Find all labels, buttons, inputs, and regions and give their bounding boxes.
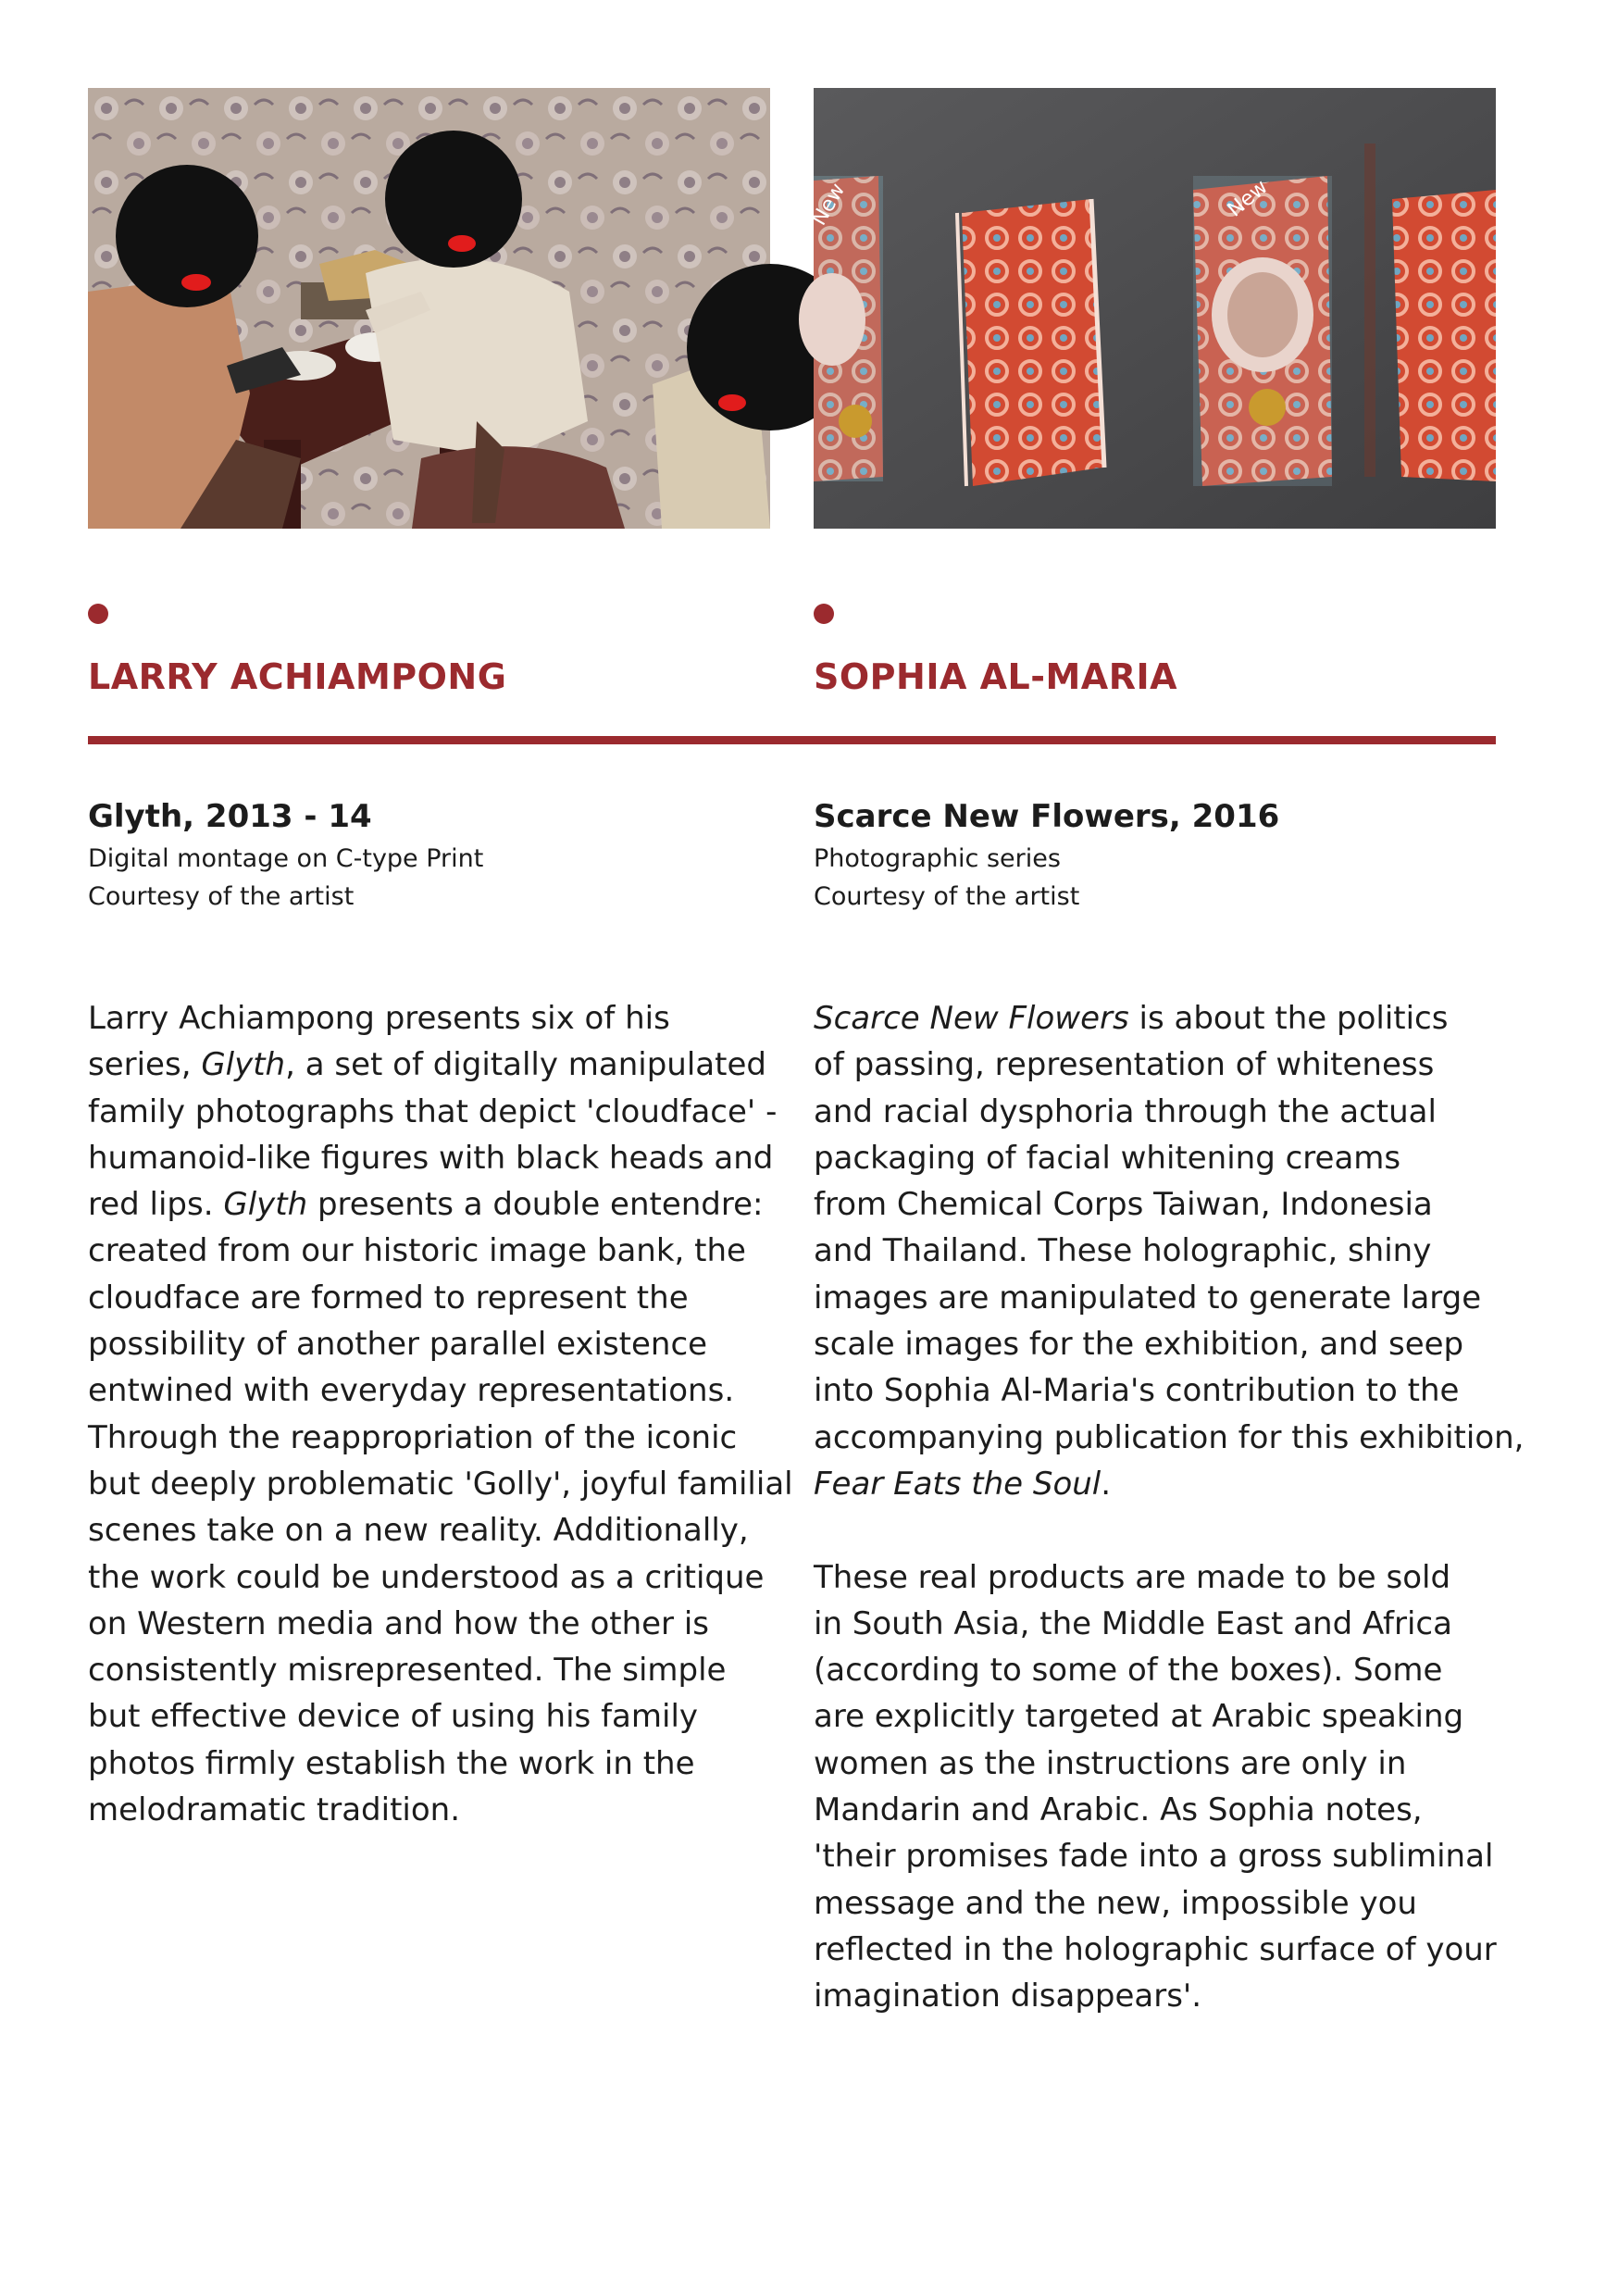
text-line: Through the reappropriation of the iconic — [88, 1418, 738, 1456]
text-line: message and the new, impossible you — [814, 1884, 1417, 1922]
section-divider — [88, 736, 1496, 744]
work-title: Glyth, 2013 - 14 — [88, 798, 372, 835]
italic-title: Fear Eats the Soul — [814, 1465, 1101, 1503]
work-medium: Photographic series — [814, 844, 1061, 873]
work-courtesy: Courtesy of the artist — [814, 882, 1080, 911]
text-line: entwined with everyday representations. — [88, 1372, 735, 1410]
text-line: 'their promises fade into a gross subliminal — [814, 1838, 1494, 1876]
artist-name: LARRY ACHIAMPONG — [88, 656, 507, 697]
text-line: and racial dysphoria through the actual — [814, 1092, 1437, 1130]
text-line: Larry Achiampong presents six of his — [88, 1000, 670, 1037]
text-line: humanoid-like figures with black heads and — [88, 1139, 774, 1177]
artist-name: SOPHIA AL-MARIA — [814, 656, 1178, 697]
text-line: possibility of another parallel existence — [88, 1326, 708, 1364]
text-line: of passing, representation of whiteness — [814, 1046, 1435, 1084]
box-new-label-2: New — [1223, 175, 1273, 222]
section-dot — [88, 604, 108, 624]
text-line: photos firmly establish the work in the — [88, 1744, 695, 1782]
text-line: on Western media and how the other is — [88, 1604, 710, 1642]
text-line: scenes take on a new reality. Additionally, — [88, 1512, 749, 1550]
text-line: are explicitly targeted at Arabic speaking — [814, 1698, 1464, 1736]
italic-title: Scarce New Flowers — [814, 1000, 1129, 1037]
family-photo-cloudface-image — [88, 88, 770, 529]
work-title: Scarce New Flowers, 2016 — [814, 798, 1280, 835]
section-dot — [814, 604, 834, 624]
text-line: into Sophia Al-Maria's contribution to the — [814, 1372, 1460, 1410]
text-line: packaging of facial whitening creams — [814, 1139, 1401, 1177]
text-line: Mandarin and Arabic. As Sophia notes, — [814, 1791, 1423, 1829]
text-line: These real products are made to be sold — [814, 1558, 1451, 1596]
text-line: scale images for the exhibition, and seep — [814, 1326, 1464, 1364]
text-line: women as the instructions are only in — [814, 1744, 1407, 1782]
text-line: series, Glyth, a set of digitally manipulated — [88, 1046, 766, 1084]
work-medium: Digital montage on C-type Print — [88, 844, 484, 873]
text-line: Scarce New Flowers is about the politics — [814, 1000, 1449, 1037]
artist-description — [814, 995, 1525, 2020]
text-line: in South Asia, the Middle East and Africa — [814, 1604, 1452, 1642]
text-line: (according to some of the boxes). Some — [814, 1652, 1443, 1690]
box-new-label: New — [807, 179, 851, 230]
text-line: accompanying publication for this exhibition, — [814, 1418, 1525, 1456]
text-line: imagination disappears'. — [814, 1978, 1202, 2015]
text-line: melodramatic tradition. — [88, 1791, 461, 1829]
text-line: and Thailand. These holographic, shiny — [814, 1232, 1432, 1270]
text-line: created from our historic image bank, the — [88, 1232, 746, 1270]
text-line: family photographs that depict 'cloudface' - — [88, 1092, 778, 1130]
italic-title: Glyth — [201, 1046, 286, 1084]
text-line: cloudface are formed to represent the — [88, 1279, 689, 1316]
paragraph-gap — [814, 1507, 1496, 1554]
artist-description — [88, 995, 793, 1833]
text-line: but effective device of using his family — [88, 1698, 699, 1736]
text-line: reflected in the holographic surface of your — [814, 1930, 1497, 1968]
text-line: Fear Eats the Soul. — [814, 1465, 1112, 1503]
text-line: consistently misrepresented. The simple — [88, 1652, 727, 1690]
text-line: images are manipulated to generate large — [814, 1279, 1482, 1316]
text-line: red lips. Glyth presents a double entendre: — [88, 1186, 764, 1224]
whitening-cream-boxes-image — [807, 88, 1496, 529]
text-line: but deeply problematic 'Golly', joyful familial — [88, 1465, 793, 1503]
text-line: from Chemical Corps Taiwan, Indonesia — [814, 1186, 1433, 1224]
text-line: the work could be understood as a critique — [88, 1558, 765, 1596]
work-courtesy: Courtesy of the artist — [88, 882, 355, 911]
italic-title: Glyth — [223, 1186, 308, 1224]
